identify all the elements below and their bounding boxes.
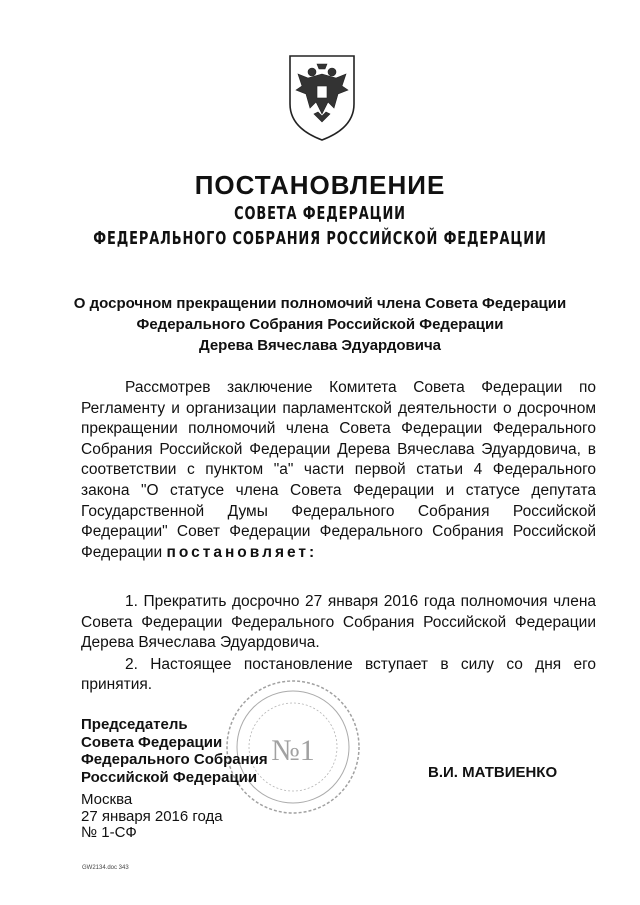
heading-line: О досрочном прекращении полномочий члена Совета Федерации — [73, 295, 567, 312]
heading-line: Федерального Собрания Российской Федерации — [136, 316, 504, 333]
document-number: № 1-СФ — [81, 824, 137, 841]
signer-name: В.И. МАТВИЕНКО — [428, 764, 558, 781]
preamble-text: Рассмотрев заключение Комитета Совета Федерации по Регламенту и организации парламентской деятельности о досрочном прекращении полномочий члена Совета Федерации Федерального Собрания Российской Федерации Дерева Вячеслава Эдуардовича, в соответствии с пунктом "а" части первой статьи 4 Федерального закона "О статусе члена Совета Федерации и статусе депутата Государственной Думы Федерального Собрания Российской Федерации" Совет Федерации Федерального Собрания Российской Федерации — [81, 379, 596, 561]
preamble-paragraph — [81, 378, 596, 563]
heading-line: Дерева Вячеслава Эдуардовича — [198, 337, 442, 354]
point-item: 2. Настоящее постановление вступает в силу со дня его принятия. — [81, 655, 596, 694]
coat-of-arms-emblem — [284, 52, 360, 142]
resolution-heading — [60, 293, 580, 356]
resolves-word: постановляет: — [166, 543, 318, 561]
signer-title-line: Федерального Собрания — [81, 751, 268, 768]
double-headed-eagle-icon — [284, 52, 360, 142]
issuer-line-1: СОВЕТА ФЕДЕРАЦИИ — [234, 203, 406, 224]
signer-title — [81, 716, 268, 786]
issuer-line-2: ФЕДЕРАЛЬНОГО СОБРАНИЯ РОССИЙСКОЙ ФЕДЕРАЦИИ — [93, 228, 547, 249]
file-code: GW2134.doc 343 — [82, 865, 129, 871]
city: Москва — [81, 791, 133, 808]
signer-title-line: Российской Федерации — [81, 768, 258, 786]
signer-title-line: Совета Федерации — [81, 733, 223, 751]
document-title: ПОСТАНОВЛЕНИЕ — [194, 170, 446, 200]
point-item: 1. Прекратить досрочно 27 января 2016 года полномочия члена Совета Федерации Федерального Собрания Российской Федерации Дерева Вячеслава Эдуардовича. — [81, 593, 596, 652]
signer-title-line: Председатель — [81, 716, 188, 733]
stamp-number: №1 — [271, 734, 315, 767]
date: 27 января 2016 года — [81, 807, 223, 825]
place-date-number — [81, 792, 223, 842]
